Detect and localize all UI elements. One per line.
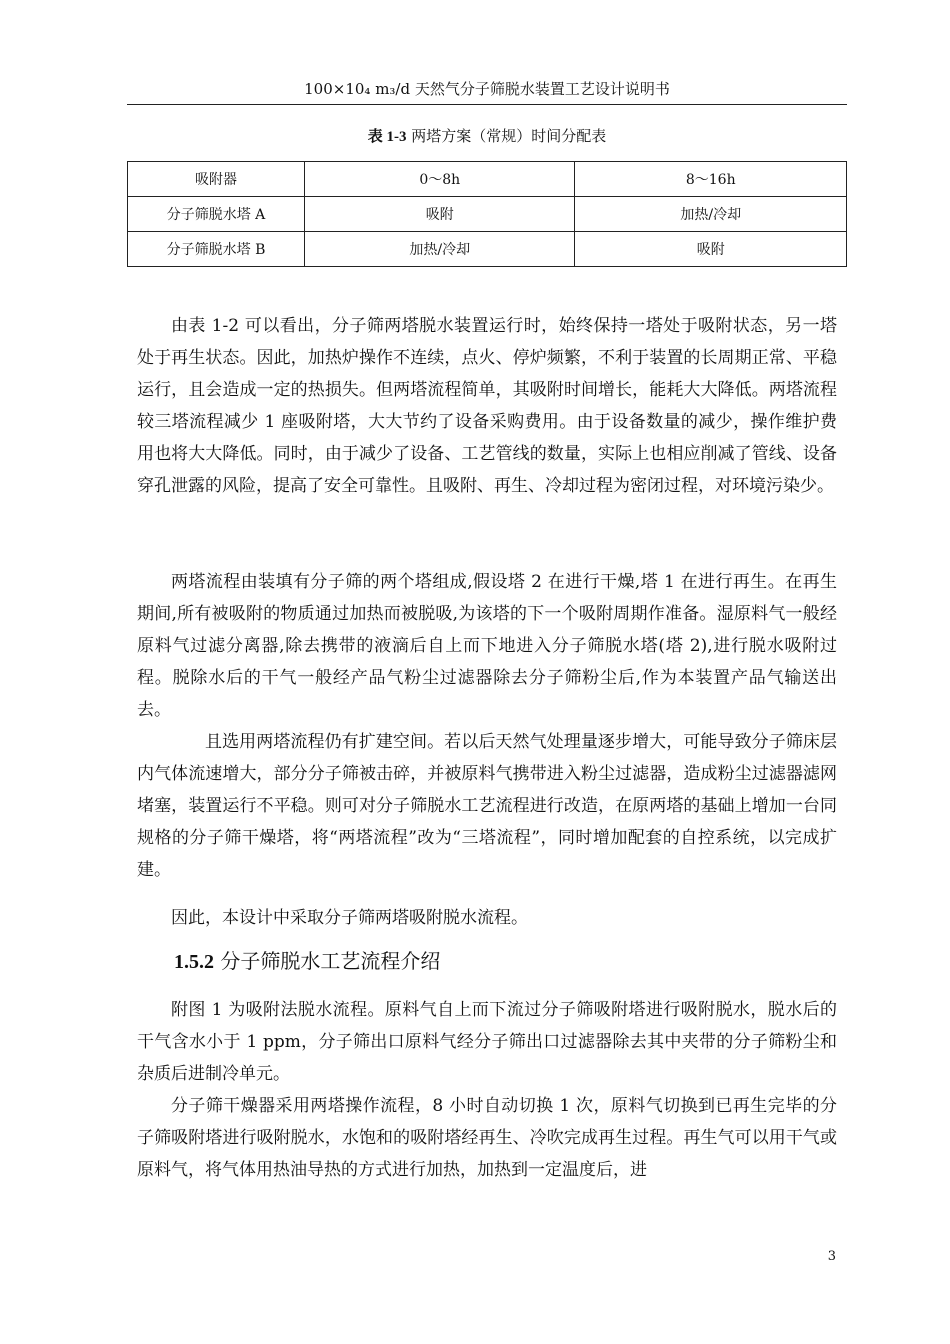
table-caption xyxy=(127,125,847,148)
table-caption-number: 表 1-3 xyxy=(367,129,407,145)
table-row xyxy=(128,232,847,267)
table-cell: 吸附 xyxy=(305,197,575,232)
paragraph: 附图 1 为吸附法脱水流程。原料气自上而下流过分子筛吸附塔进行吸附脱水，脱水后的干气含水小于 1 ppm，分子筛出口原料气经分子筛出口过滤器除去其中夹带的分子筛粉尘和杂质后进制冷单元。 xyxy=(137,1000,837,1084)
time-allocation-table xyxy=(127,161,847,267)
table-header-cell: 吸附器 xyxy=(128,162,305,197)
table-header-cell: 8～16h xyxy=(575,162,847,197)
table-cell: 分子筛脱水塔 B xyxy=(128,232,305,267)
paragraph: 两塔流程由装填有分子筛的两个塔组成,假设塔 2 在进行干燥,塔 1 在进行再生。在再生期间,所有被吸附的物质通过加热而被脱吸,为该塔的下一个吸附周期作准备。湿原料气一般经原料气过滤分离器,除去携带的液滴后自上而下地进入分子筛脱水塔(塔 2),进行脱水吸附过程。脱除水后的干气一般经产品气粉尘过滤器除去分子筛粉尘后,作为本装置产品气输送出去。 xyxy=(137,572,837,720)
table-cell: 加热/冷却 xyxy=(575,197,847,232)
table-header-cell: 0～8h xyxy=(305,162,575,197)
table-header-row xyxy=(128,162,847,197)
section-number: 1.5.2 xyxy=(174,951,214,973)
table-cell: 吸附 xyxy=(575,232,847,267)
section-title: 分子筛脱水工艺流程介绍 xyxy=(220,949,441,973)
paragraph: 分子筛干燥器采用两塔操作流程，8 小时自动切换 1 次，原料气切换到已再生完毕的分子筛吸附塔进行吸附脱水，水饱和的吸附塔经再生、冷吹完成再生过程。再生气可以用干气或原料气，将气体用热油导热的方式进行加热，加热到一定温度后，进 xyxy=(137,1096,837,1180)
paragraph: 且选用两塔流程仍有扩建空间。若以后天然气处理量逐步增大，可能导致分子筛床层内气体流速增大，部分分子筛被击碎，并被原料气携带进入粉尘过滤器，造成粉尘过滤器滤网堵塞，装置运行不平稳。则可对分子筛脱水工艺流程进行改造，在原两塔的基础上增加一台同规格的分子筛干燥塔，将“两塔流程”改为“三塔流程”，同时增加配套的自控系统，以完成扩建。 xyxy=(137,732,837,880)
table-cell: 加热/冷却 xyxy=(305,232,575,267)
page-header: 100×10₄ m₃/d 天然气分子筛脱水装置工艺设计说明书 xyxy=(304,80,670,98)
page-number: 3 xyxy=(827,1249,836,1264)
section-heading xyxy=(174,946,440,977)
header-divider xyxy=(127,104,847,105)
paragraph: 因此，本设计中采取分子筛两塔吸附脱水流程。 xyxy=(171,908,528,928)
table-cell: 分子筛脱水塔 A xyxy=(128,197,305,232)
paragraph: 由表 1-2 可以看出，分子筛两塔脱水装置运行时，始终保持一塔处于吸附状态，另一塔处于再生状态。因此，加热炉操作不连续，点火、停炉频繁，不利于装置的长周期正常、平稳运行，且会造成一定的热损失。但两塔流程简单，其吸附时间增长，能耗大大降低。两塔流程较三塔流程减少 1 座吸附塔，大大节约了设备采购费用。由于设备数量的减少，操作维护费用也将大大降低。同时，由于减少了设备、工艺管线的数量，实际上也相应削减了管线、设备穿孔泄露的风险，提高了安全可靠性。且吸附、再生、冷却过程为密闭过程，对环境污染少。 xyxy=(137,316,837,496)
table-row xyxy=(128,197,847,232)
table-caption-text: 两塔方案（常规）时间分配表 xyxy=(411,127,607,145)
